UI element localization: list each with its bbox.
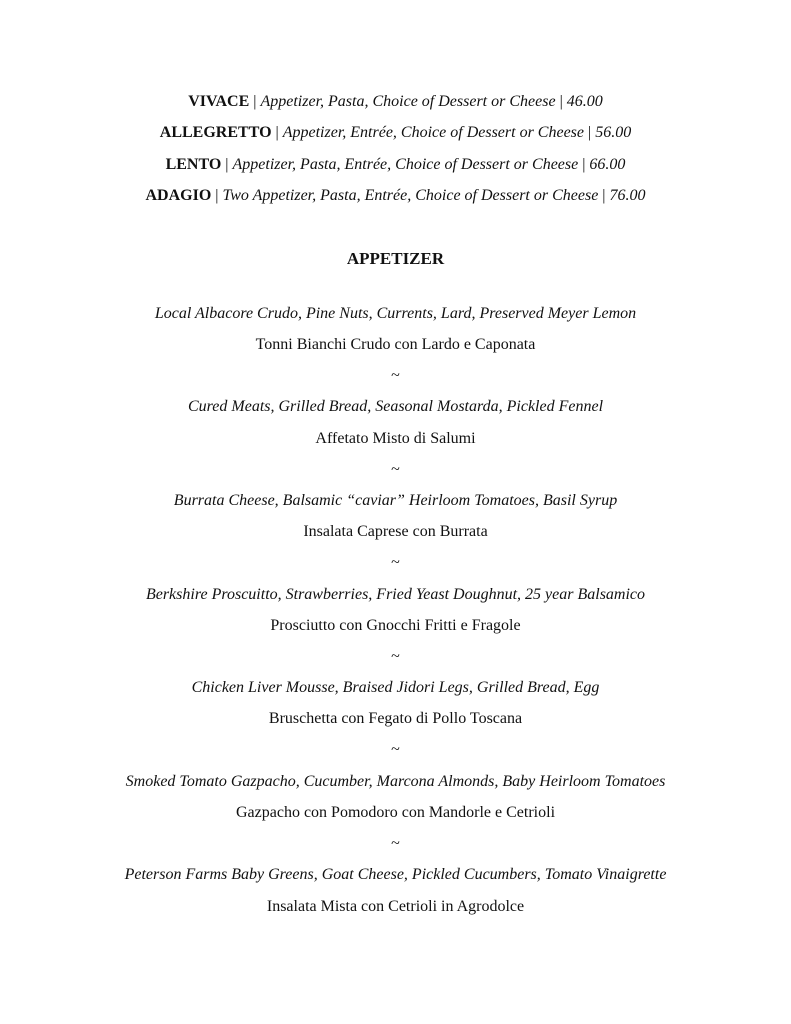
package-name: ADAGIO	[145, 187, 212, 204]
dish-name: Gazpacho con Pomodoro con Mandorle e Cetrioli	[235, 804, 556, 821]
package-price: 76.00	[609, 187, 646, 204]
package-description: Two Appetizer, Pasta, Entrée, Choice of Dessert or Cheese	[222, 187, 599, 204]
package-separator: |	[249, 93, 261, 110]
dish-description: Cured Meats, Grilled Bread, Seasonal Mostarda, Pickled Fennel	[187, 398, 604, 415]
dish-separator: ~	[391, 554, 400, 571]
package-separator: |	[271, 124, 283, 141]
package-separator: |	[598, 187, 610, 204]
package-name: LENTO	[165, 156, 222, 173]
package-description: Appetizer, Entrée, Choice of Dessert or Cheese	[282, 124, 585, 141]
dish-name: Tonni Bianchi Crudo con Lardo e Caponata	[255, 336, 536, 353]
dish-name: Insalata Mista con Cetrioli in Agrodolce	[266, 898, 525, 915]
package-description: Appetizer, Pasta, Choice of Dessert or Cheese	[260, 93, 556, 110]
package-separator: |	[584, 124, 596, 141]
package-price: 66.00	[589, 156, 626, 173]
dish-separator: ~	[391, 741, 400, 758]
dish-name: Prosciutto con Gnocchi Fritti e Fragole	[270, 617, 521, 634]
package-separator: |	[211, 187, 223, 204]
dish-description: Chicken Liver Mousse, Braised Jidori Legs, Grilled Bread, Egg	[191, 679, 600, 696]
package-separator: |	[578, 156, 590, 173]
package-separator: |	[555, 93, 567, 110]
package-name: ALLEGRETTO	[159, 124, 272, 141]
package-line-vivace	[0, 92, 791, 112]
section-title: APPETIZER	[346, 249, 445, 268]
package-separator: |	[221, 156, 233, 173]
package-line-lento	[0, 155, 791, 175]
dish-description: Peterson Farms Baby Greens, Goat Cheese, Pickled Cucumbers, Tomato Vinaigrette	[124, 866, 667, 883]
package-description: Appetizer, Pasta, Entrée, Choice of Dessert or Cheese	[232, 156, 579, 173]
dish-separator: ~	[391, 461, 400, 478]
package-name: VIVACE	[188, 93, 250, 110]
dish-separator: ~	[391, 835, 400, 852]
dish-description: Local Albacore Crudo, Pine Nuts, Currents, Lard, Preserved Meyer Lemon	[154, 305, 637, 322]
dish-name: Bruschetta con Fegato di Pollo Toscana	[268, 710, 523, 727]
dish-description: Berkshire Proscuitto, Strawberries, Fried Yeast Doughnut, 25 year Balsamico	[145, 586, 646, 603]
package-price: 46.00	[566, 93, 603, 110]
dish-description: Smoked Tomato Gazpacho, Cucumber, Marcona Almonds, Baby Heirloom Tomatoes	[125, 773, 666, 790]
dish-separator: ~	[391, 648, 400, 665]
dish-separator: ~	[391, 367, 400, 384]
package-price: 56.00	[595, 124, 632, 141]
dish-name: Insalata Caprese con Burrata	[303, 523, 488, 540]
package-line-allegretto	[0, 123, 791, 143]
dish-name: Affetato Misto di Salumi	[315, 430, 476, 447]
dish-description: Burrata Cheese, Balsamic “caviar” Heirloom Tomatoes, Basil Syrup	[173, 492, 618, 509]
package-line-adagio	[0, 186, 791, 206]
